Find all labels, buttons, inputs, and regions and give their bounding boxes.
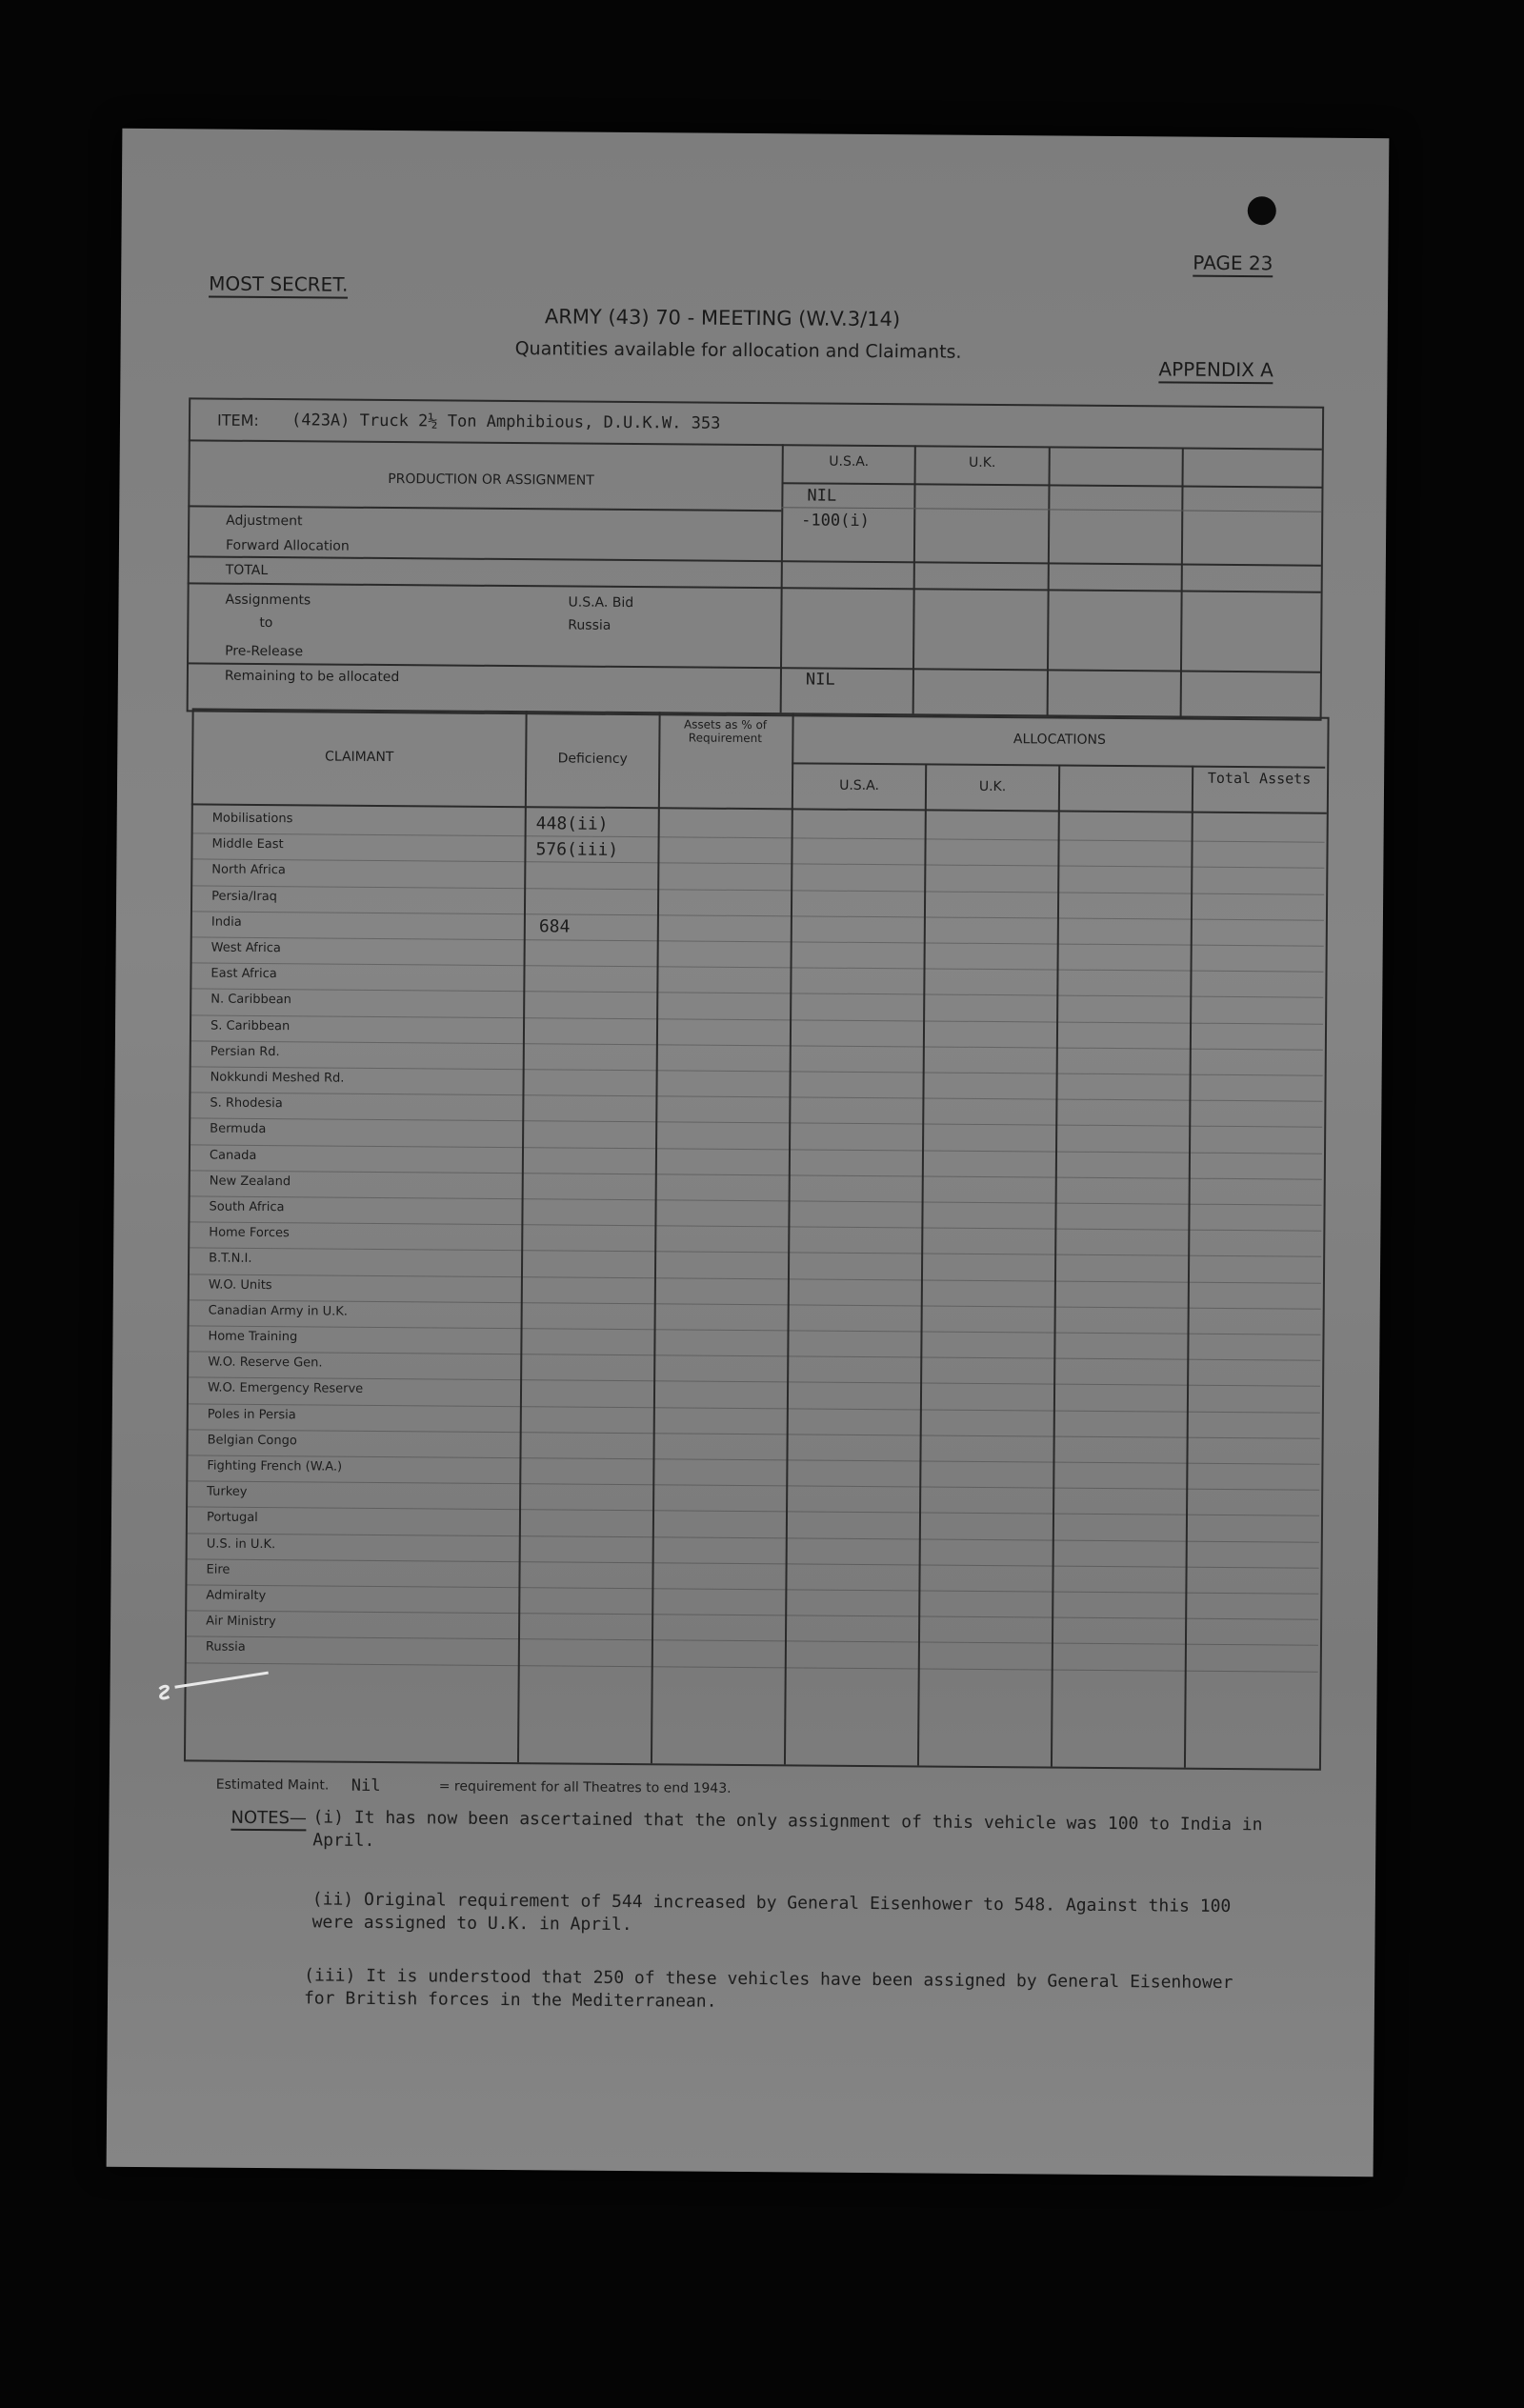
- claimant-row-label: Persian Rd.: [210, 1044, 280, 1059]
- claimant-row-label: Canada: [209, 1148, 257, 1163]
- production-usa-nil: NIL: [807, 486, 837, 506]
- claimant-row-label: Home Training: [208, 1329, 298, 1345]
- claimant-row-label: Poles in Persia: [207, 1407, 296, 1422]
- production-usa-adjustment: -100(i): [801, 511, 870, 531]
- production-title: PRODUCTION OR ASSIGNMENT: [388, 472, 594, 489]
- claimant-row-label: West Africa: [211, 940, 281, 956]
- claimant-row-label: Fighting French (W.A.): [207, 1458, 343, 1475]
- header-assets-pct: Assets as % of Requirement: [683, 717, 768, 746]
- claimant-row-label: Home Forces: [209, 1225, 290, 1241]
- row-adjustment: Adjustment: [226, 512, 303, 530]
- deficiency-india: 684: [538, 916, 571, 937]
- estimated-maint-suffix: = requirement for all Theatres to end 1943.: [438, 1778, 732, 1796]
- row-forward-allocation: Forward Allocation: [225, 537, 350, 554]
- document-sheet: [107, 129, 1390, 2177]
- appendix-label: APPENDIX A: [1158, 357, 1273, 384]
- estimated-maint-label: Estimated Maint.: [215, 1776, 330, 1794]
- assignment-usa-bid: U.S.A. Bid: [568, 594, 634, 612]
- claimant-row-label: Russia: [205, 1639, 246, 1656]
- claimant-row-label: W.O. Units: [208, 1277, 272, 1293]
- claimant-row-label: Admiralty: [206, 1588, 267, 1604]
- claimant-row-label: W.O. Emergency Reserve: [207, 1380, 364, 1397]
- claimant-row-label: South Africa: [209, 1199, 285, 1215]
- row-assignments: Assignments: [225, 592, 311, 609]
- page-number: PAGE 23: [1193, 251, 1273, 278]
- claimant-row-label: Portugal: [206, 1510, 258, 1526]
- claimant-row-label: New Zealand: [209, 1174, 291, 1190]
- production-col-usa: U.S.A.: [829, 453, 870, 470]
- item-label: ITEM:: [216, 411, 259, 430]
- row-remaining: Remaining to be allocated: [224, 668, 400, 686]
- claimant-row-label: Mobilisations: [211, 811, 293, 827]
- estimated-maint-value: Nil: [351, 1776, 381, 1796]
- document-subtitle: Quantities available for allocation and Claimants.: [514, 338, 962, 363]
- item-description: (423A) Truck 2½ Ton Amphibious, D.U.K.W. 353: [291, 411, 721, 433]
- header-alloc-uk: U.K.: [978, 778, 1007, 795]
- claimant-row-label: Persia/Iraq: [211, 889, 278, 904]
- row-pre-release: Pre-Release: [225, 643, 304, 660]
- header-deficiency: Deficiency: [557, 751, 628, 767]
- note-i: (i) It has now been ascertained that the only assignment of this vehicle was 100 to India in April.: [312, 1807, 1263, 1851]
- deficiency-mobilisations: 448(ii): [535, 813, 609, 834]
- claimant-row-label: Turkey: [207, 1484, 248, 1500]
- header-allocations: ALLOCATIONS: [1013, 732, 1106, 748]
- row-total: TOTAL: [225, 562, 269, 579]
- row-assignments-to: to: [259, 614, 273, 632]
- claimant-row-label: Air Ministry: [206, 1614, 276, 1630]
- claimant-row-label: Belgian Congo: [207, 1433, 297, 1449]
- header-alloc-usa: U.S.A.: [839, 777, 879, 794]
- assignment-russia: Russia: [568, 617, 612, 633]
- claimant-row-label: India: [211, 914, 242, 930]
- note-iii: (iii) It is understood that 250 of these vehicles have been assigned by General Eisenhower for British forces in the Mediterranean.: [303, 1965, 1233, 2012]
- claimant-row-label: Bermuda: [210, 1121, 267, 1137]
- claimant-row-label: East Africa: [211, 966, 277, 982]
- production-usa-remaining: NIL: [805, 670, 835, 690]
- classification-label: MOST SECRET.: [209, 272, 349, 299]
- claimant-row-label: North Africa: [211, 862, 286, 878]
- claimant-row-label: Nokkundi Meshed Rd.: [210, 1070, 345, 1086]
- meeting-reference: ARMY (43) 70 - MEETING (W.V.3/14): [544, 305, 901, 331]
- claimant-row-label: Middle East: [211, 836, 284, 853]
- header-claimant: CLAIMANT: [325, 749, 394, 766]
- claimant-row-label: Eire: [206, 1562, 231, 1577]
- claimant-row-label: W.O. Reserve Gen.: [208, 1354, 323, 1371]
- claimant-row-label: U.S. in U.K.: [206, 1536, 276, 1552]
- claimant-row-label: B.T.N.I.: [209, 1251, 252, 1267]
- punch-hole: [1248, 196, 1276, 225]
- deficiency-middle-east: 576(iii): [535, 839, 619, 860]
- production-col-uk: U.K.: [968, 454, 996, 472]
- handwritten-mark: [155, 1666, 270, 1705]
- claimant-row-label: S. Caribbean: [210, 1018, 291, 1033]
- header-total-assets: Total Assets: [1207, 769, 1312, 788]
- claimant-row-label: N. Caribbean: [211, 992, 292, 1008]
- notes-label: NOTES—: [231, 1808, 307, 1832]
- claimant-row-label: Canadian Army in U.K.: [208, 1303, 348, 1319]
- claimant-row-label: S. Rhodesia: [210, 1095, 283, 1112]
- note-ii: (ii) Original requirement of 544 increased by General Eisenhower to 548. Against this 100 were assigned to U.K. in April.: [311, 1889, 1232, 1936]
